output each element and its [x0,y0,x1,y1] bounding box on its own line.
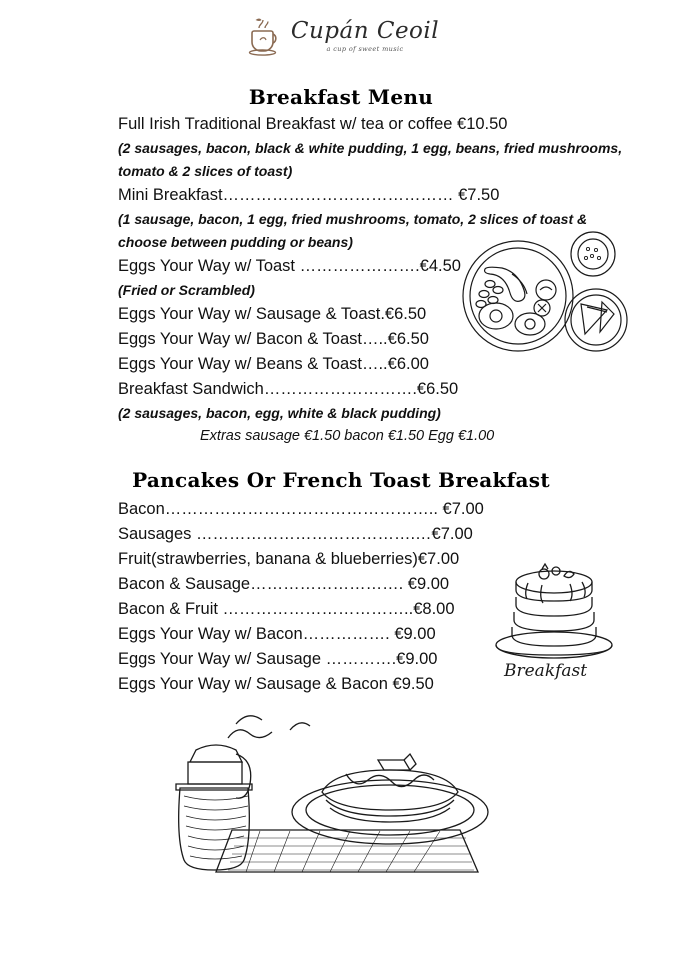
pancake-stack-illustration [482,552,632,682]
breakfast-item-line-0: Full Irish Traditional Breakfast w/ tea or coffee €10.50 [118,115,508,133]
breakfast-item-line-1: (2 sausages, bacon, black & white pudding, 1 egg, beans, fried mushrooms, [118,140,623,156]
coffee-cup-icon [243,14,283,58]
breakfast-item-line-11: Breakfast Sandwich……………………….€6.50 [118,380,459,398]
pancake-item-line-2: Fruit(strawberries, banana & blueberries)€7.00 [118,550,460,568]
breakfast-item-line-6: Eggs Your Way w/ Toast ………………….€4.50 [118,257,461,275]
pancakes-menu-heading: Pancakes Or French Toast Breakfast [132,468,550,492]
pancake-item-line-0: Bacon………………………………………….. €7.00 [118,500,484,518]
pancake-item-line-4: Bacon & Fruit ……………………………..€8.00 [118,600,455,618]
breakfast-item-line-5: choose between pudding or beans) [118,234,353,250]
pancake-item-line-5: Eggs Your Way w/ Bacon……………. €9.00 [118,625,436,643]
breakfast-item-line-8: Eggs Your Way w/ Sausage & Toast.€6.50 [118,305,427,323]
brand-name: Cupán Ceoil [290,17,440,44]
irish-breakfast-plate-illustration [450,228,640,358]
brand-logo [0,14,682,58]
breakfast-item-line-7: (Fried or Scrambled) [118,282,255,298]
breakfast-item-line-3: Mini Breakfast…………………………………… €7.50 [118,186,500,204]
breakfast-item-line-13: Extras sausage €1.50 bacon €1.50 Egg €1.00 [200,428,495,444]
pancake-stack-caption: Breakfast [504,661,588,681]
pancakes-with-syrup-jug-illustration [140,700,540,890]
pancake-item-line-7: Eggs Your Way w/ Sausage & Bacon €9.50 [118,675,434,693]
pancake-item-line-6: Eggs Your Way w/ Sausage ………….€9.00 [118,650,438,668]
breakfast-item-line-12: (2 sausages, bacon, egg, white & black pudding) [118,405,441,421]
breakfast-item-line-9: Eggs Your Way w/ Bacon & Toast…..€6.50 [118,330,429,348]
breakfast-item-line-2: tomato & 2 slices of toast) [118,163,293,179]
pancake-item-line-3: Bacon & Sausage………………………. €9.00 [118,575,450,593]
breakfast-item-line-10: Eggs Your Way w/ Beans & Toast…..€6.00 [118,355,429,373]
breakfast-menu-heading: Breakfast Menu [248,85,434,109]
breakfast-item-line-4: (1 sausage, bacon, 1 egg, fried mushrooms, tomato, 2 slices of toast & [118,211,588,227]
pancake-item-line-1: Sausages ………………………………….…€7.00 [118,525,473,543]
brand-tagline: a cup of sweet music [326,44,404,53]
